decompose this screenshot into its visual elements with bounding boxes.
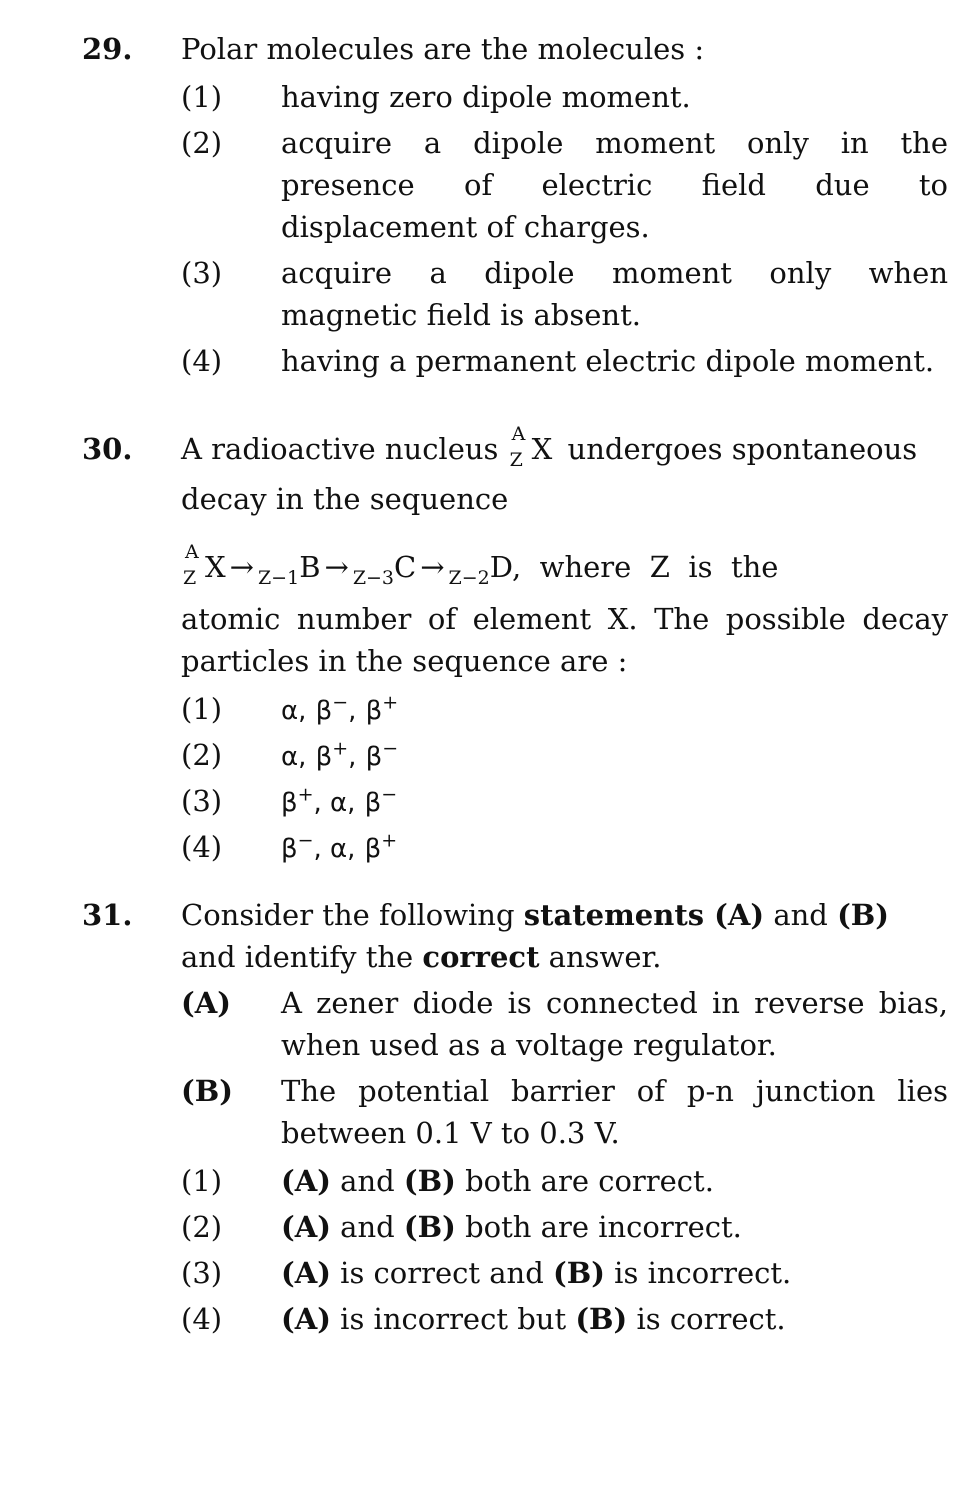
option-text: having a permanent electric dipole moment. [281,344,935,378]
statement-text: The potential barrier of p-n junction lies between 0.1 V to 0.3 V. [281,1074,948,1150]
element-symbol: C [394,550,417,584]
element-symbol: D [489,550,512,584]
option-bold: (A) [281,1210,331,1244]
option-text: acquire a dipole moment only when magnetic field is absent. [281,256,948,332]
option-plain: and [330,1210,404,1244]
option-plain: is incorrect but [330,1302,576,1336]
charge: + [297,783,314,806]
particle: β [281,834,298,864]
particle: α, [281,742,307,772]
option-plain: both are correct. [455,1164,714,1198]
atomic-number: Z−3 [352,566,395,589]
option-label: (1) [181,80,223,114]
option-text: having zero dipole moment. [281,80,691,114]
atomic-number: Z−1 [257,566,300,589]
stem-text: , where Z is the [511,550,779,584]
particle: β [281,788,298,818]
element-symbol: X [531,432,553,466]
option-label: (1) [181,692,223,726]
option-label: (4) [181,830,223,864]
particle: , α, [313,788,356,818]
option-text [281,1298,948,1340]
option-text [281,1160,948,1202]
question-stem-line-2: decay in the sequence [181,482,509,516]
arrow-icon: → [229,550,254,584]
charge: − [332,691,349,714]
particle: α, [281,696,307,726]
option-plain: both are incorrect. [455,1210,742,1244]
atomic-number: Z [183,567,197,589]
option-label: (3) [181,1256,223,1290]
question-stem: Polar molecules are the molecules : [181,32,705,66]
separator: , [348,742,357,772]
element-symbol: B [299,550,321,584]
option-text [281,688,948,732]
charge: + [381,829,398,852]
particle: β [365,696,383,726]
statement-label: (B) [181,1074,233,1108]
option-plain: is correct. [627,1302,786,1336]
stem-text: A radioactive nucleus [181,432,499,466]
atomic-number: Z [509,449,523,471]
atomic-number: Z−2 [448,566,490,589]
option-label: (3) [181,256,223,290]
arrow-icon: → [420,550,445,584]
mass-number: A [185,541,199,563]
option-bold: (A) [281,1164,331,1198]
option-bold: (B) [575,1302,628,1336]
question-stem-line-1 [181,423,948,471]
charge: + [382,691,399,714]
question-number: 29. [82,32,133,66]
option-label: (2) [181,126,223,160]
option-text [281,734,948,778]
stem-text: and [764,898,838,932]
option-text: acquire a dipole moment only in the presence of electric field due to displacement of charges. [281,126,948,244]
option-text [281,826,948,870]
option-bold: (A) [281,1256,331,1290]
mass-number: A [511,423,526,445]
charge: − [382,737,399,760]
stem-text: answer. [539,940,662,974]
option-bold: (B) [553,1256,605,1290]
option-bold: (B) [403,1164,456,1198]
option-plain: is incorrect. [604,1256,792,1290]
option-bold: (B) [403,1210,456,1244]
particle: β [315,696,333,726]
separator: , [348,696,357,726]
particle: β [364,788,382,818]
statement-text: A zener diode is connected in reverse bias, when used as a voltage regulator. [281,986,948,1062]
stem-text: and identify the [181,940,423,974]
option-label: (3) [181,784,223,818]
question-number: 30. [82,432,133,466]
particle: β [365,742,383,772]
nucleus-notation [508,423,532,471]
option-label: (2) [181,738,223,772]
option-label: (1) [181,1164,223,1198]
option-label: (4) [181,1302,223,1336]
option-plain: and [330,1164,404,1198]
option-label: (2) [181,1210,223,1244]
option-plain: is correct and [330,1256,553,1290]
charge: − [381,783,398,806]
statement-label: (A) [181,986,231,1020]
option-bold: (A) [281,1302,331,1336]
stem-bold: correct [422,940,540,974]
question-stem-line-4: atomic number of element X. The possible decay particles in the sequence are : [181,602,948,678]
question-stem-line-1 [181,894,948,936]
nucleus-notation [181,541,205,589]
question-stem-line-2 [181,936,948,978]
charge: + [332,737,349,760]
stem-text: Consider the following [181,898,524,932]
option-text [281,1206,948,1248]
particle: β [315,742,333,772]
question-number: 31. [82,898,133,932]
element-symbol: X [205,550,226,584]
option-text [281,780,948,824]
particle: , α, [313,834,356,864]
option-text [281,1252,948,1294]
option-label: (4) [181,344,223,378]
stem-text: undergoes spontaneous [567,432,918,466]
stem-bold: (B) [837,898,890,932]
particle: β [364,834,382,864]
decay-sequence [181,541,948,589]
charge: − [297,829,314,852]
stem-bold: statements (A) [523,898,765,932]
arrow-icon: → [324,550,349,584]
